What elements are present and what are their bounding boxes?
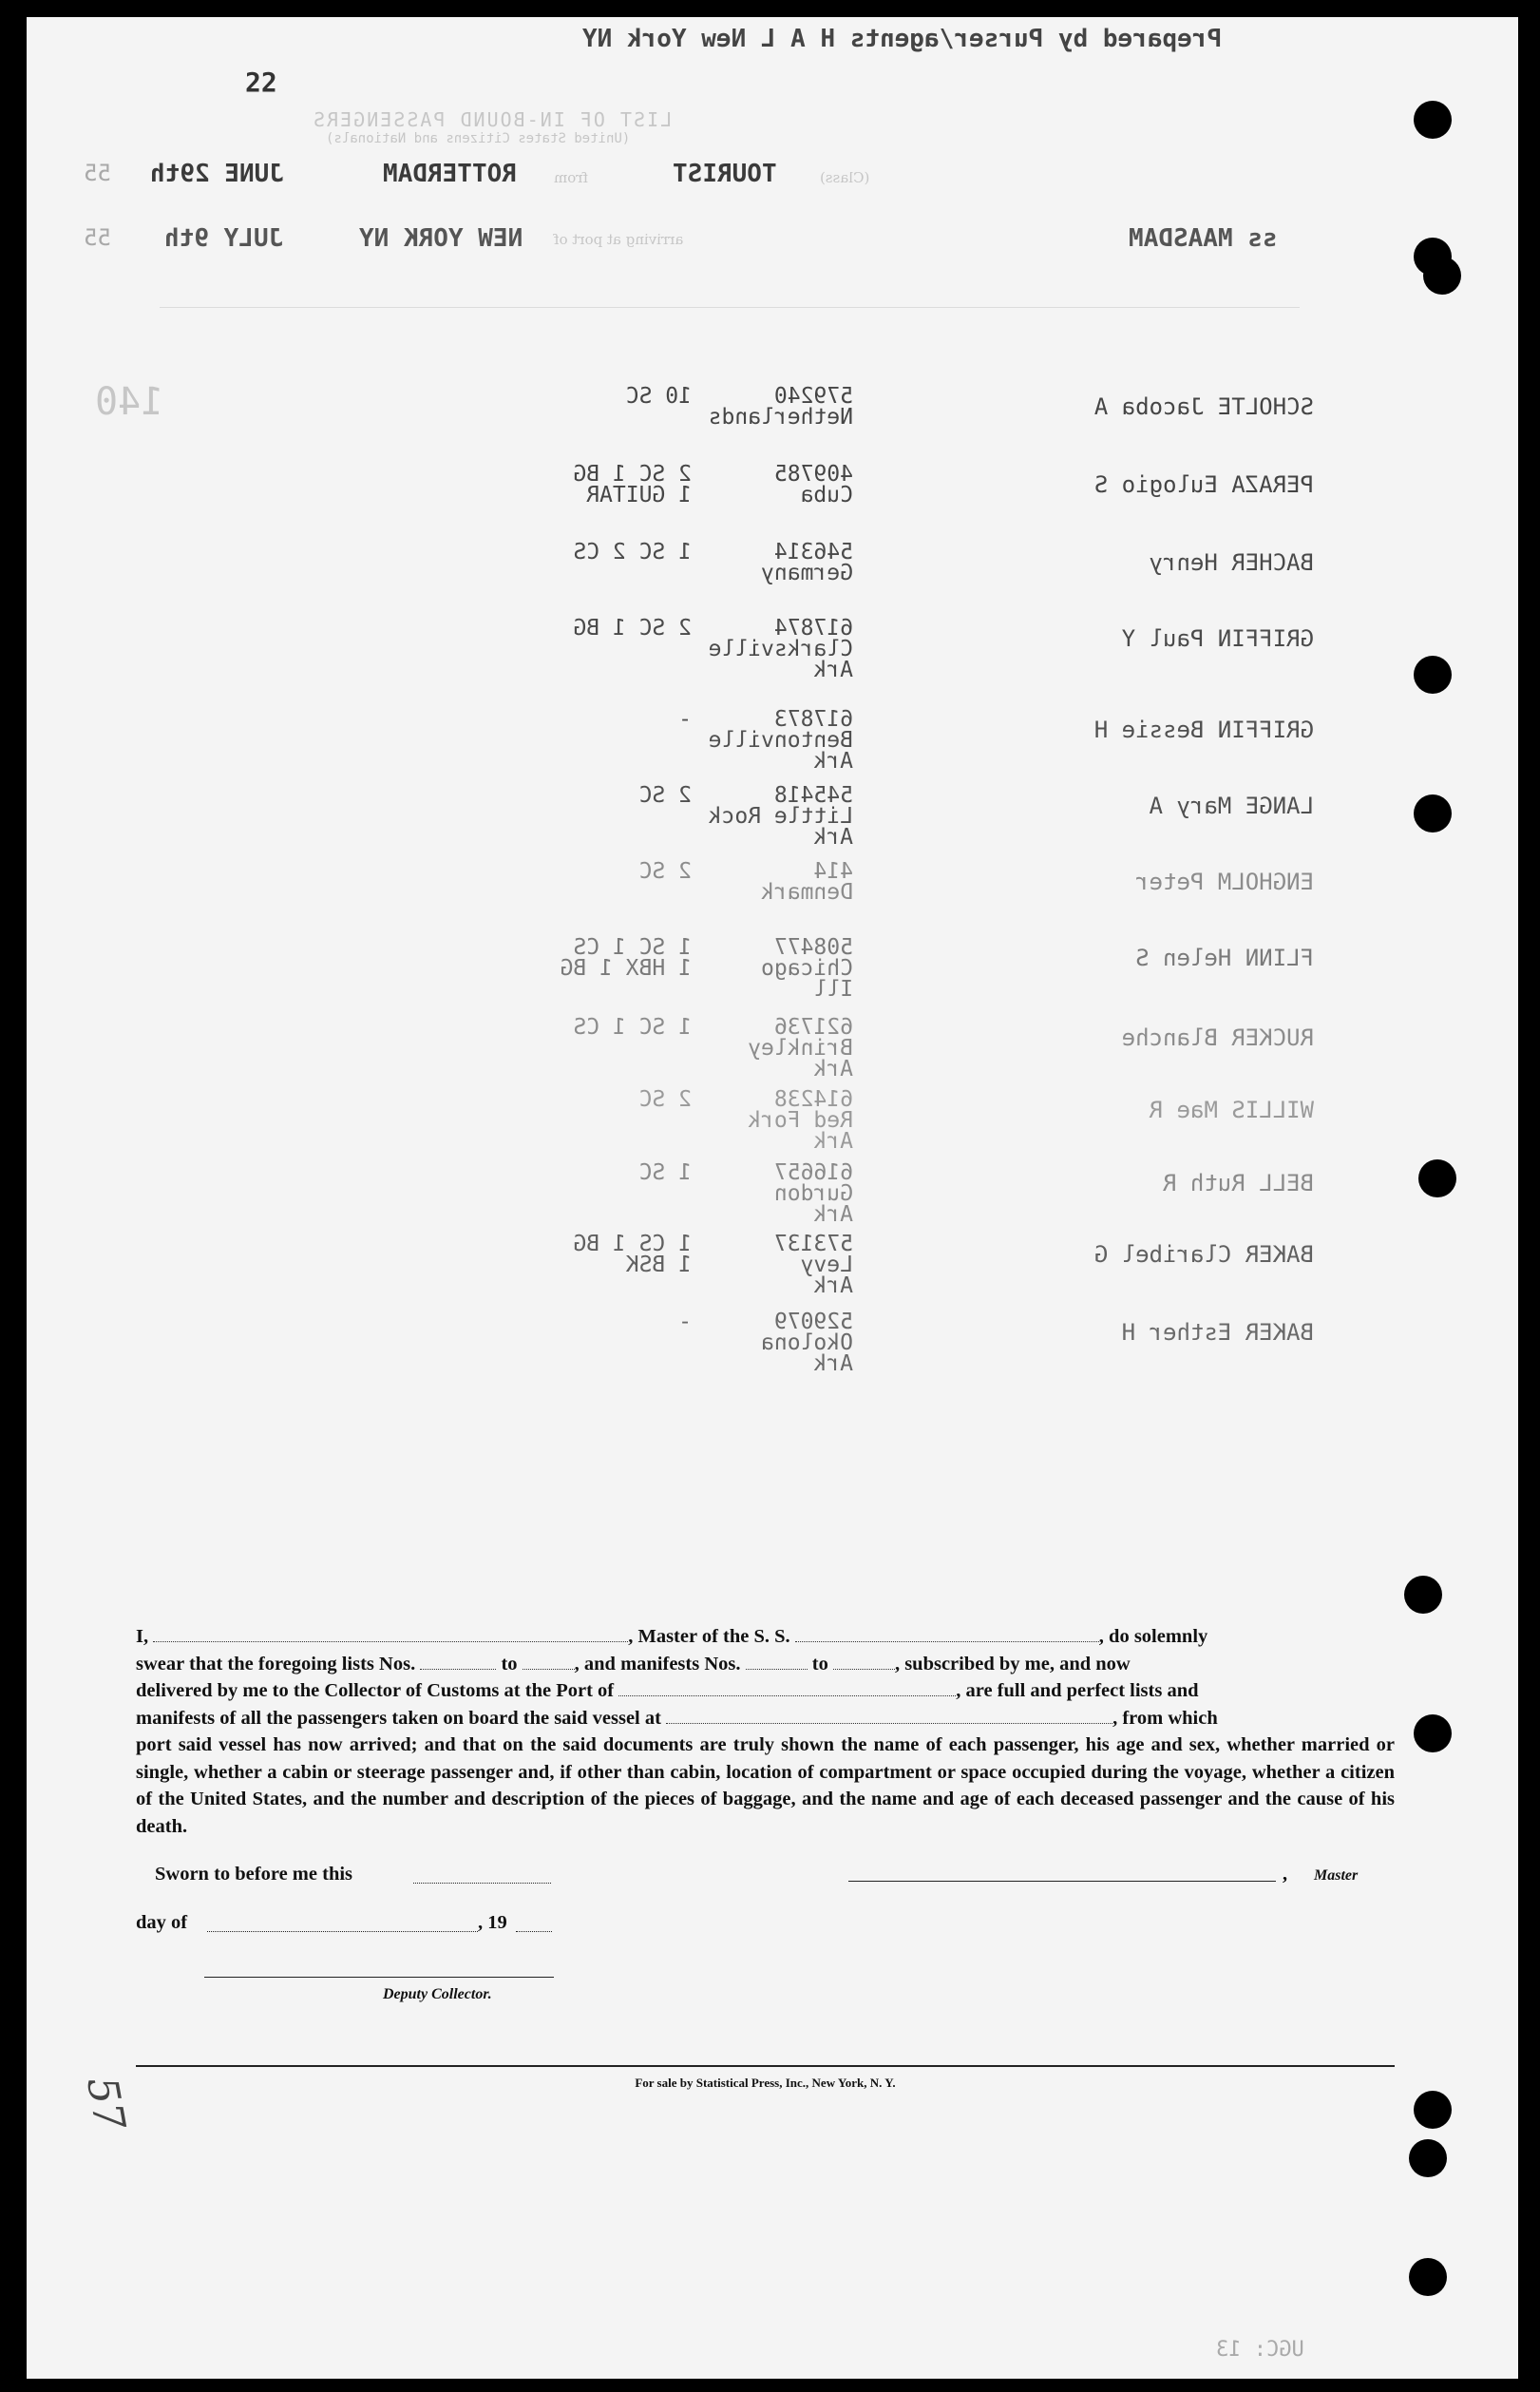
oath-body: port said vessel has now arrived; and that on the said documents are truly shown the name of each passenger, his age and sex, whether married or single, whether a cabin or steerage passenger and, if other than cabin, location of compartment or space occupied during the voyage, whether a citizen of the United States, and the number and description of the pieces of baggage, and the name and age of each deceased passenger and the cause of his death.: [136, 1734, 1395, 1837]
baggage-extra: [445, 1183, 692, 1204]
passenger-origin: Germany: [761, 561, 853, 585]
deputy-collector-label: Deputy Collector.: [383, 1986, 492, 2002]
passenger-line: [416, 730, 853, 751]
passenger-details: [416, 542, 853, 584]
passport-number: 617874: [773, 616, 853, 641]
class-label: (Class): [820, 169, 870, 186]
passenger-line: [416, 386, 853, 407]
passenger-line: [416, 618, 853, 639]
embark-port-blank[interactable]: [666, 1710, 1112, 1724]
baggage-count: -: [678, 1310, 692, 1334]
passenger-state: Ark: [813, 1202, 853, 1227]
passenger-line: [416, 1234, 853, 1254]
passenger-line: [416, 639, 853, 660]
oath-line-3: [136, 1677, 1395, 1705]
passenger-details: [416, 937, 853, 1000]
passenger-name: GRIFFIN Paul Y: [1121, 625, 1314, 652]
binder-hole: [1414, 2091, 1452, 2129]
passenger-name: SCHOLTE Jacoba A: [1093, 393, 1314, 420]
class-value: TOURIST: [673, 160, 777, 188]
passenger-origin: Okolona: [761, 1330, 853, 1355]
passenger-details: [416, 1162, 853, 1225]
baggage-extra: 1 BSK: [625, 1253, 692, 1277]
list-title: LIST OF IN-BOUND PASSENGERS: [312, 108, 673, 131]
footer-rule: [136, 2065, 1395, 2067]
passenger-line: [416, 1311, 853, 1332]
passenger-origin: Netherlands: [708, 405, 853, 430]
vessel-name: ss MAASDAM: [1129, 224, 1278, 253]
printer-credit: For sale by Statistical Press, Inc., New York, N. Y.: [635, 2076, 896, 2090]
sworn-label: Sworn to before me this: [155, 1864, 353, 1885]
passenger-state: Ark: [813, 749, 853, 774]
baggage-extra: [445, 1332, 692, 1353]
master-comma: ,: [1283, 1864, 1287, 1885]
oath-text: , from which: [1112, 1707, 1218, 1729]
passenger-details: [416, 1311, 853, 1374]
baggage-extra: [445, 1038, 692, 1059]
departure-year: 55: [84, 160, 111, 186]
passenger-details: [416, 861, 853, 903]
baggage-count: 1 CS 1 BG: [573, 1232, 692, 1256]
passenger-line: [416, 1110, 853, 1131]
prepared-by-line: Prepared by Purser/agents H A L New York NY: [582, 25, 1223, 53]
baggage-count: 2 SC 1 BG: [573, 616, 692, 641]
passenger-line: [416, 464, 853, 485]
from-port: ROTTERDAM: [383, 160, 517, 188]
oath-line-2: [136, 1651, 1395, 1678]
passenger-line: [416, 882, 853, 903]
passenger-line: [416, 937, 853, 958]
passport-number: 616657: [773, 1160, 853, 1185]
binder-hole: [1414, 1714, 1452, 1752]
passenger-name: LANGE Mary A: [1149, 793, 1314, 819]
oath-line-4: [136, 1705, 1395, 1732]
oath-text: to: [811, 1653, 828, 1674]
passenger-line: [416, 1332, 853, 1353]
arrival-year: 55: [84, 224, 111, 251]
passenger-state: Ill: [813, 977, 853, 1002]
passport-number: 414: [813, 859, 853, 884]
passenger-line: [416, 709, 853, 730]
binder-hole: [1409, 2258, 1447, 2296]
passenger-details: [416, 1017, 853, 1080]
list-number: 22: [245, 67, 277, 98]
passenger-line: [416, 407, 853, 428]
from-label: from: [554, 169, 588, 186]
baggage-count: 1 SC: [638, 1160, 692, 1185]
oath-text: , and manifests Nos.: [574, 1653, 741, 1674]
passenger-name: BELL Ruth R: [1163, 1170, 1314, 1196]
baggage-count: -: [678, 707, 692, 732]
list-subtitle: (United States Citizens and Nationals): [326, 131, 631, 146]
master-signature-line[interactable]: [848, 1881, 1276, 1882]
passenger-details: [416, 1089, 853, 1152]
passenger-line: [416, 1254, 853, 1275]
baggage-extra: 1 HBX 1 BG: [560, 956, 692, 981]
passport-number: 529079: [773, 1310, 853, 1334]
passenger-name: FLINN Helen S: [1135, 945, 1314, 971]
oath-line-1: [136, 1623, 1395, 1651]
passenger-line: [416, 861, 853, 882]
passport-number: 617873: [773, 707, 853, 732]
oath-text: I,: [136, 1626, 149, 1647]
baggage-extra: [445, 882, 692, 903]
passenger-details: [416, 709, 853, 772]
year-line[interactable]: [516, 1931, 552, 1932]
oath-text: , subscribed by me, and now: [894, 1653, 1131, 1674]
passport-number: 546314: [773, 540, 853, 565]
passport-number: 621736: [773, 1015, 853, 1040]
baggage-count: 1 SC 1 CS: [573, 935, 692, 960]
passport-number: 409785: [773, 462, 853, 487]
passenger-details: [416, 785, 853, 848]
departure-date: JUNE 29th: [150, 160, 284, 188]
baggage-extra: [445, 730, 692, 751]
passenger-details: [416, 464, 853, 506]
list-to-blank[interactable]: [523, 1655, 575, 1670]
passenger-name: BAKER Claribel G: [1093, 1241, 1314, 1268]
passenger-name: BACHER Henry: [1149, 549, 1314, 576]
binder-hole: [1414, 656, 1452, 694]
arrival-date: JULY 9th: [164, 224, 284, 253]
form-number: UGC: 13: [1216, 2338, 1304, 2362]
passenger-state: Ark: [813, 1129, 853, 1154]
passenger-line: [416, 958, 853, 979]
passenger-line: [416, 1038, 853, 1059]
passenger-line: [416, 1162, 853, 1183]
passport-number: 545418: [773, 783, 853, 808]
passenger-line: [416, 785, 853, 806]
passenger-state: Ark: [813, 825, 853, 850]
passenger-line: [416, 485, 853, 506]
day-of-label: day of: [136, 1912, 188, 1933]
passenger-details: [416, 386, 853, 428]
year-prefix: , 19: [478, 1912, 507, 1933]
binder-hole: [1423, 257, 1461, 295]
vessel-name-blank[interactable]: [795, 1628, 1099, 1642]
passenger-state: Ark: [813, 1351, 853, 1376]
binder-hole: [1418, 1159, 1456, 1197]
passenger-line: [416, 1183, 853, 1204]
passenger-line: [416, 563, 853, 584]
baggage-extra: [445, 639, 692, 660]
baggage-extra: [445, 563, 692, 584]
master-oath: [136, 1623, 1395, 1840]
baggage-count: 2 SC 1 BG: [573, 462, 692, 487]
arrival-port: NEW YORK NY: [359, 224, 523, 253]
binder-hole: [1404, 1576, 1442, 1614]
passenger-name: WILLIS Mae R: [1149, 1097, 1314, 1123]
passenger-origin: Gurdon: [773, 1181, 853, 1206]
sworn-date-line[interactable]: [413, 1883, 551, 1884]
list-from-blank[interactable]: [420, 1655, 496, 1670]
passenger-origin: Cuba: [800, 483, 853, 507]
port-blank[interactable]: [618, 1682, 956, 1696]
passenger-name: RUCKER Blanche: [1121, 1024, 1314, 1051]
baggage-count: 1 SC 2 CS: [573, 540, 692, 565]
baggage-extra: [445, 806, 692, 827]
passport-number: 579240: [773, 384, 853, 409]
baggage-count: 2 SC: [638, 1087, 692, 1112]
manifest-page: [27, 17, 1518, 2379]
passenger-origin: Little Rock: [708, 804, 853, 829]
oath-text: , do solemnly: [1098, 1626, 1208, 1647]
column-header-rule: [160, 307, 1300, 308]
passport-number: 614238: [773, 1087, 853, 1112]
passenger-name: GRIFFIN Bessie H: [1093, 717, 1314, 743]
passenger-name: ENGHOLM Peter: [1135, 869, 1314, 895]
passenger-origin: Levy: [800, 1253, 853, 1277]
margin-mark: 57: [77, 2073, 134, 2134]
passenger-line: [416, 1089, 853, 1110]
oath-text: delivered by me to the Collector of Customs at the Port of: [136, 1680, 615, 1701]
oath-text: to: [501, 1653, 518, 1674]
arrival-label: arriving at port of: [554, 231, 684, 248]
baggage-count: 2 SC: [638, 859, 692, 884]
baggage-count: 10 SC: [625, 384, 692, 409]
oath-text: , are full and perfect lists and: [956, 1680, 1199, 1701]
passenger-details: [416, 618, 853, 680]
passenger-details: [416, 1234, 853, 1296]
passenger-origin: Clarksville: [708, 637, 853, 661]
passport-number: 573137: [773, 1232, 853, 1256]
binder-hole: [1414, 101, 1452, 139]
baggage-count: 2 SC: [638, 783, 692, 808]
passenger-origin: Denmark: [761, 880, 853, 905]
deputy-signature-line[interactable]: [204, 1977, 554, 1978]
baggage-extra: 1 GUITAR: [586, 483, 692, 507]
manifest-to-blank[interactable]: [833, 1655, 895, 1670]
passenger-name: BAKER Esther H: [1121, 1319, 1314, 1346]
oath-text: , Master of the S. S.: [628, 1626, 790, 1647]
passenger-state: Ark: [813, 1273, 853, 1298]
passenger-line: [416, 1017, 853, 1038]
passenger-state: Ark: [813, 1057, 853, 1081]
oath-text: manifests of all the passengers taken on board the said vessel at: [136, 1707, 661, 1729]
binder-hole: [1409, 2139, 1447, 2177]
baggage-extra: [445, 407, 692, 428]
passenger-state: Ark: [813, 658, 853, 682]
baggage-extra: [445, 1110, 692, 1131]
passenger-origin: Bentonville: [708, 728, 853, 753]
passenger-origin: Red Fork: [748, 1108, 853, 1133]
binder-hole: [1414, 794, 1452, 832]
oath-text: swear that the foregoing lists Nos.: [136, 1653, 416, 1674]
passenger-name: PERAZA Eulogio S: [1093, 471, 1314, 498]
passport-number: 508477: [773, 935, 853, 960]
day-of-line[interactable]: [207, 1931, 478, 1932]
passenger-line: [416, 542, 853, 563]
master-name-blank[interactable]: [153, 1628, 628, 1642]
master-label: Master: [1314, 1867, 1359, 1884]
passenger-origin: Brinkley: [748, 1036, 853, 1061]
baggage-count: 1 SC 1 CS: [573, 1015, 692, 1040]
manifest-from-blank[interactable]: [746, 1655, 808, 1670]
passenger-origin: Chicago: [761, 956, 853, 981]
margin-number: 140: [95, 380, 164, 424]
passenger-line: [416, 806, 853, 827]
